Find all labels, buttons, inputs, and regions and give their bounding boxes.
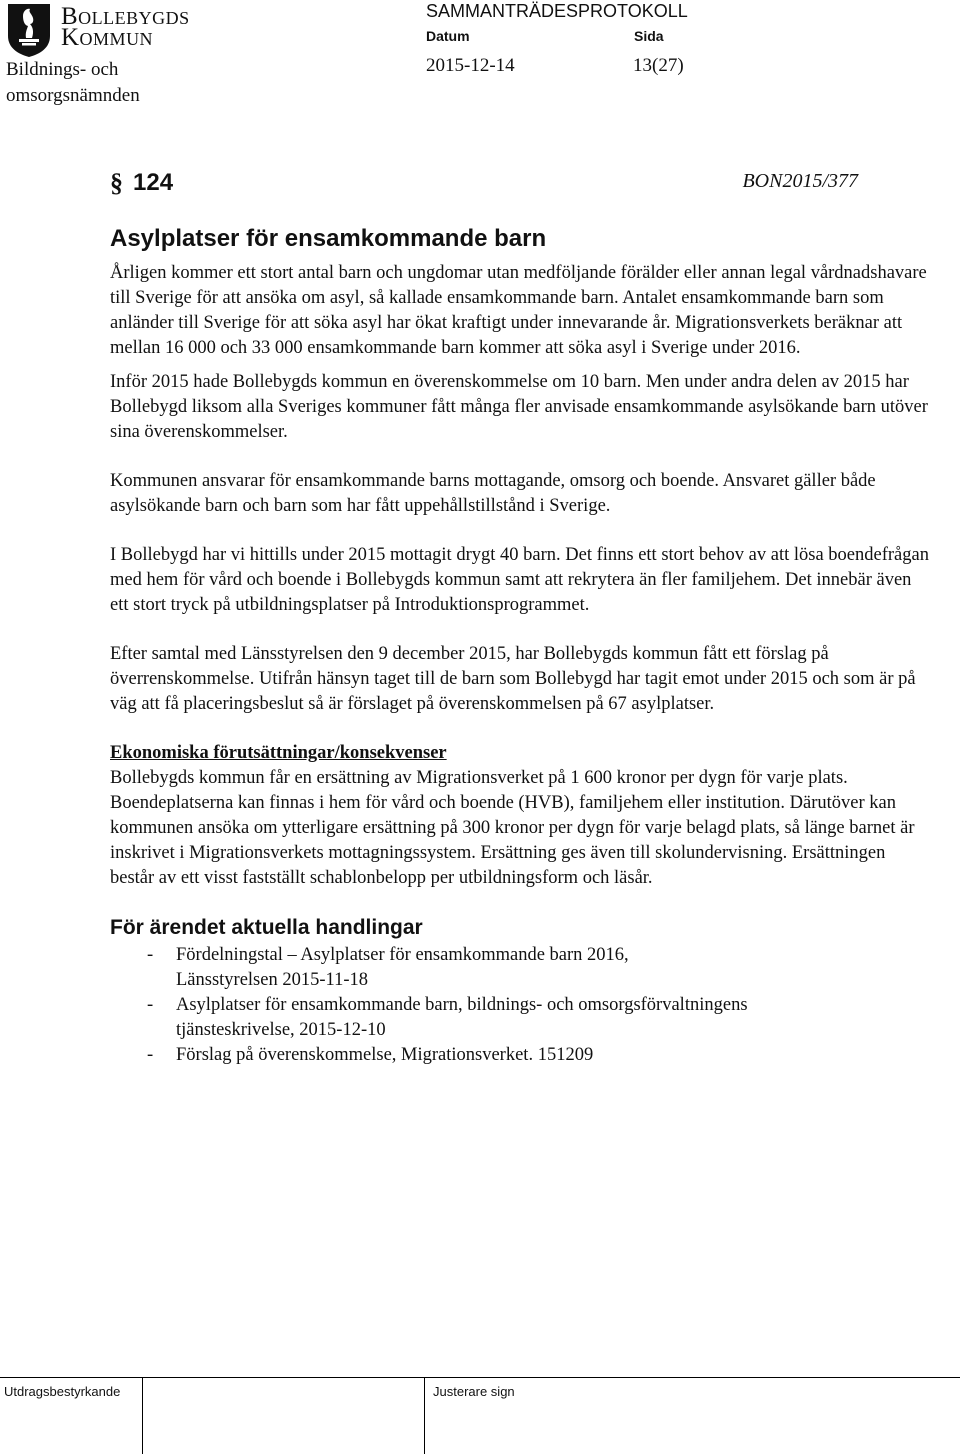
list-item	[110, 1043, 932, 1068]
list-dash: -	[147, 995, 154, 1015]
date-label: Datum	[426, 28, 470, 44]
date-value: 2015-12-14	[426, 55, 515, 76]
paragraph-sign: §	[110, 168, 123, 197]
footer-divider	[142, 1377, 143, 1454]
committee-name	[6, 57, 140, 109]
body-paragraph-1: Årligen kommer ett stort antal barn och ungdomar utan medföljande förälder eller annan legal vårdnadshavare till Sverige för att ansöka om asyl, så kallade ensamkommande barn. Antalet ensamkommande barn som anländer till Sverige för att söka asyl har ökat kraftigt under innevarande år. Migrationsverkets beräknar att mellan 16 000 och 33 000 ensamkommande barn kommer att söka asyl i Sverige under 2016.	[110, 263, 927, 358]
document-type: SAMMANTRÄDESPROTOKOLL	[426, 1, 688, 21]
list-item-line: Asylplatser för ensamkommande barn, bildnings- och omsorgsförvaltningens	[176, 995, 748, 1015]
list-item-line: Förslag på överenskommelse, Migrationsverket. 151209	[176, 1045, 594, 1065]
list-dash: -	[147, 945, 154, 965]
body-paragraph-2: Inför 2015 hade Bollebygds kommun en överenskommelse om 10 barn. Men under andra delen av 2015 har Bollebygd liksom alla Sveriges kommuner fått många fler anvisade ensamkommande asylsökande barn utöver sina överenskommelser.	[110, 372, 928, 442]
footer-certification-label: Utdragsbestyrkande	[4, 1384, 121, 1399]
municipality-crest-logo	[6, 2, 52, 58]
section-title: Asylplatser för ensamkommande barn	[110, 225, 547, 252]
body-paragraph-3: Kommunen ansvarar för ensamkommande barns mottagande, omsorg och boende. Ansvaret gäller både asylsökande barn och barn som har fått uppehållstillstånd i Sverige.	[110, 471, 876, 516]
case-number: BON2015/377	[742, 170, 858, 192]
documents-heading: För ärendet aktuella handlingar	[110, 916, 423, 939]
page-number: 13(27)	[633, 55, 684, 76]
list-item-line: Fördelningstal – Asylplatser för ensamkommande barn 2016,	[176, 945, 629, 965]
section-number: 124	[133, 169, 174, 196]
list-item-line: Länsstyrelsen 2015-11-18	[176, 970, 368, 990]
page-label: Sida	[634, 28, 664, 44]
list-item	[110, 993, 932, 1043]
economic-paragraph: Bollebygds kommun får en ersättning av Migrationsverket på 1 600 kronor per dygn för varje plats. Boendeplatserna kan finnas i hem för vård och boende (HVB), familjehem eller institution. Därutöver kan kommunen ansöka om ytterligare ersättning på 300 kronor per dygn för varje belagd plats, så länge barnet är inskrivet i Migrationsverkets mottagningssystem. Ersättning ges även till skolundervisning. Ersättningen består av ett visst fastställt schablonbelopp per utbildningsform och läsår.	[110, 768, 915, 888]
list-item	[110, 943, 932, 993]
document-body	[110, 261, 932, 1068]
committee-name-line1: Bildnings- och	[6, 59, 119, 80]
economic-heading: Ekonomiska förutsättningar/konsekvenser	[110, 743, 447, 763]
body-paragraph-5: Efter samtal med Länsstyrelsen den 9 december 2015, har Bollebygds kommun fått ett förslag på överrenskommelse. Utifrån hänsyn taget till de barn som Bollebygd har tagit emot under 2015 och som är på väg att få placeringsbeslut så är förslaget på överenskommelsen på 67 asylplatser.	[110, 644, 916, 714]
body-paragraph-4: I Bollebygd har vi hittills under 2015 mottagit drygt 40 barn. Det finns ett stort behov av att lösa boendefrågan med hem för vård och boende i Bollebygds kommun samt att rekrytera än fler familjehem. Det innebär även ett stort tryck på utbildningsplatser på Introduktionsprogrammet.	[110, 545, 929, 615]
committee-name-line2: omsorgsnämnden	[6, 85, 140, 106]
footer-divider	[424, 1377, 425, 1454]
brand-name-line1: Bollebygds	[61, 3, 190, 30]
list-item-line: tjänsteskrivelse, 2015-12-10	[176, 1020, 386, 1040]
footer-rule	[0, 1377, 960, 1378]
list-dash: -	[147, 1045, 154, 1065]
documents-list	[110, 943, 932, 1068]
footer-adjuster-label: Justerare sign	[433, 1384, 515, 1399]
brand-name-line2: Kommun	[61, 24, 154, 51]
